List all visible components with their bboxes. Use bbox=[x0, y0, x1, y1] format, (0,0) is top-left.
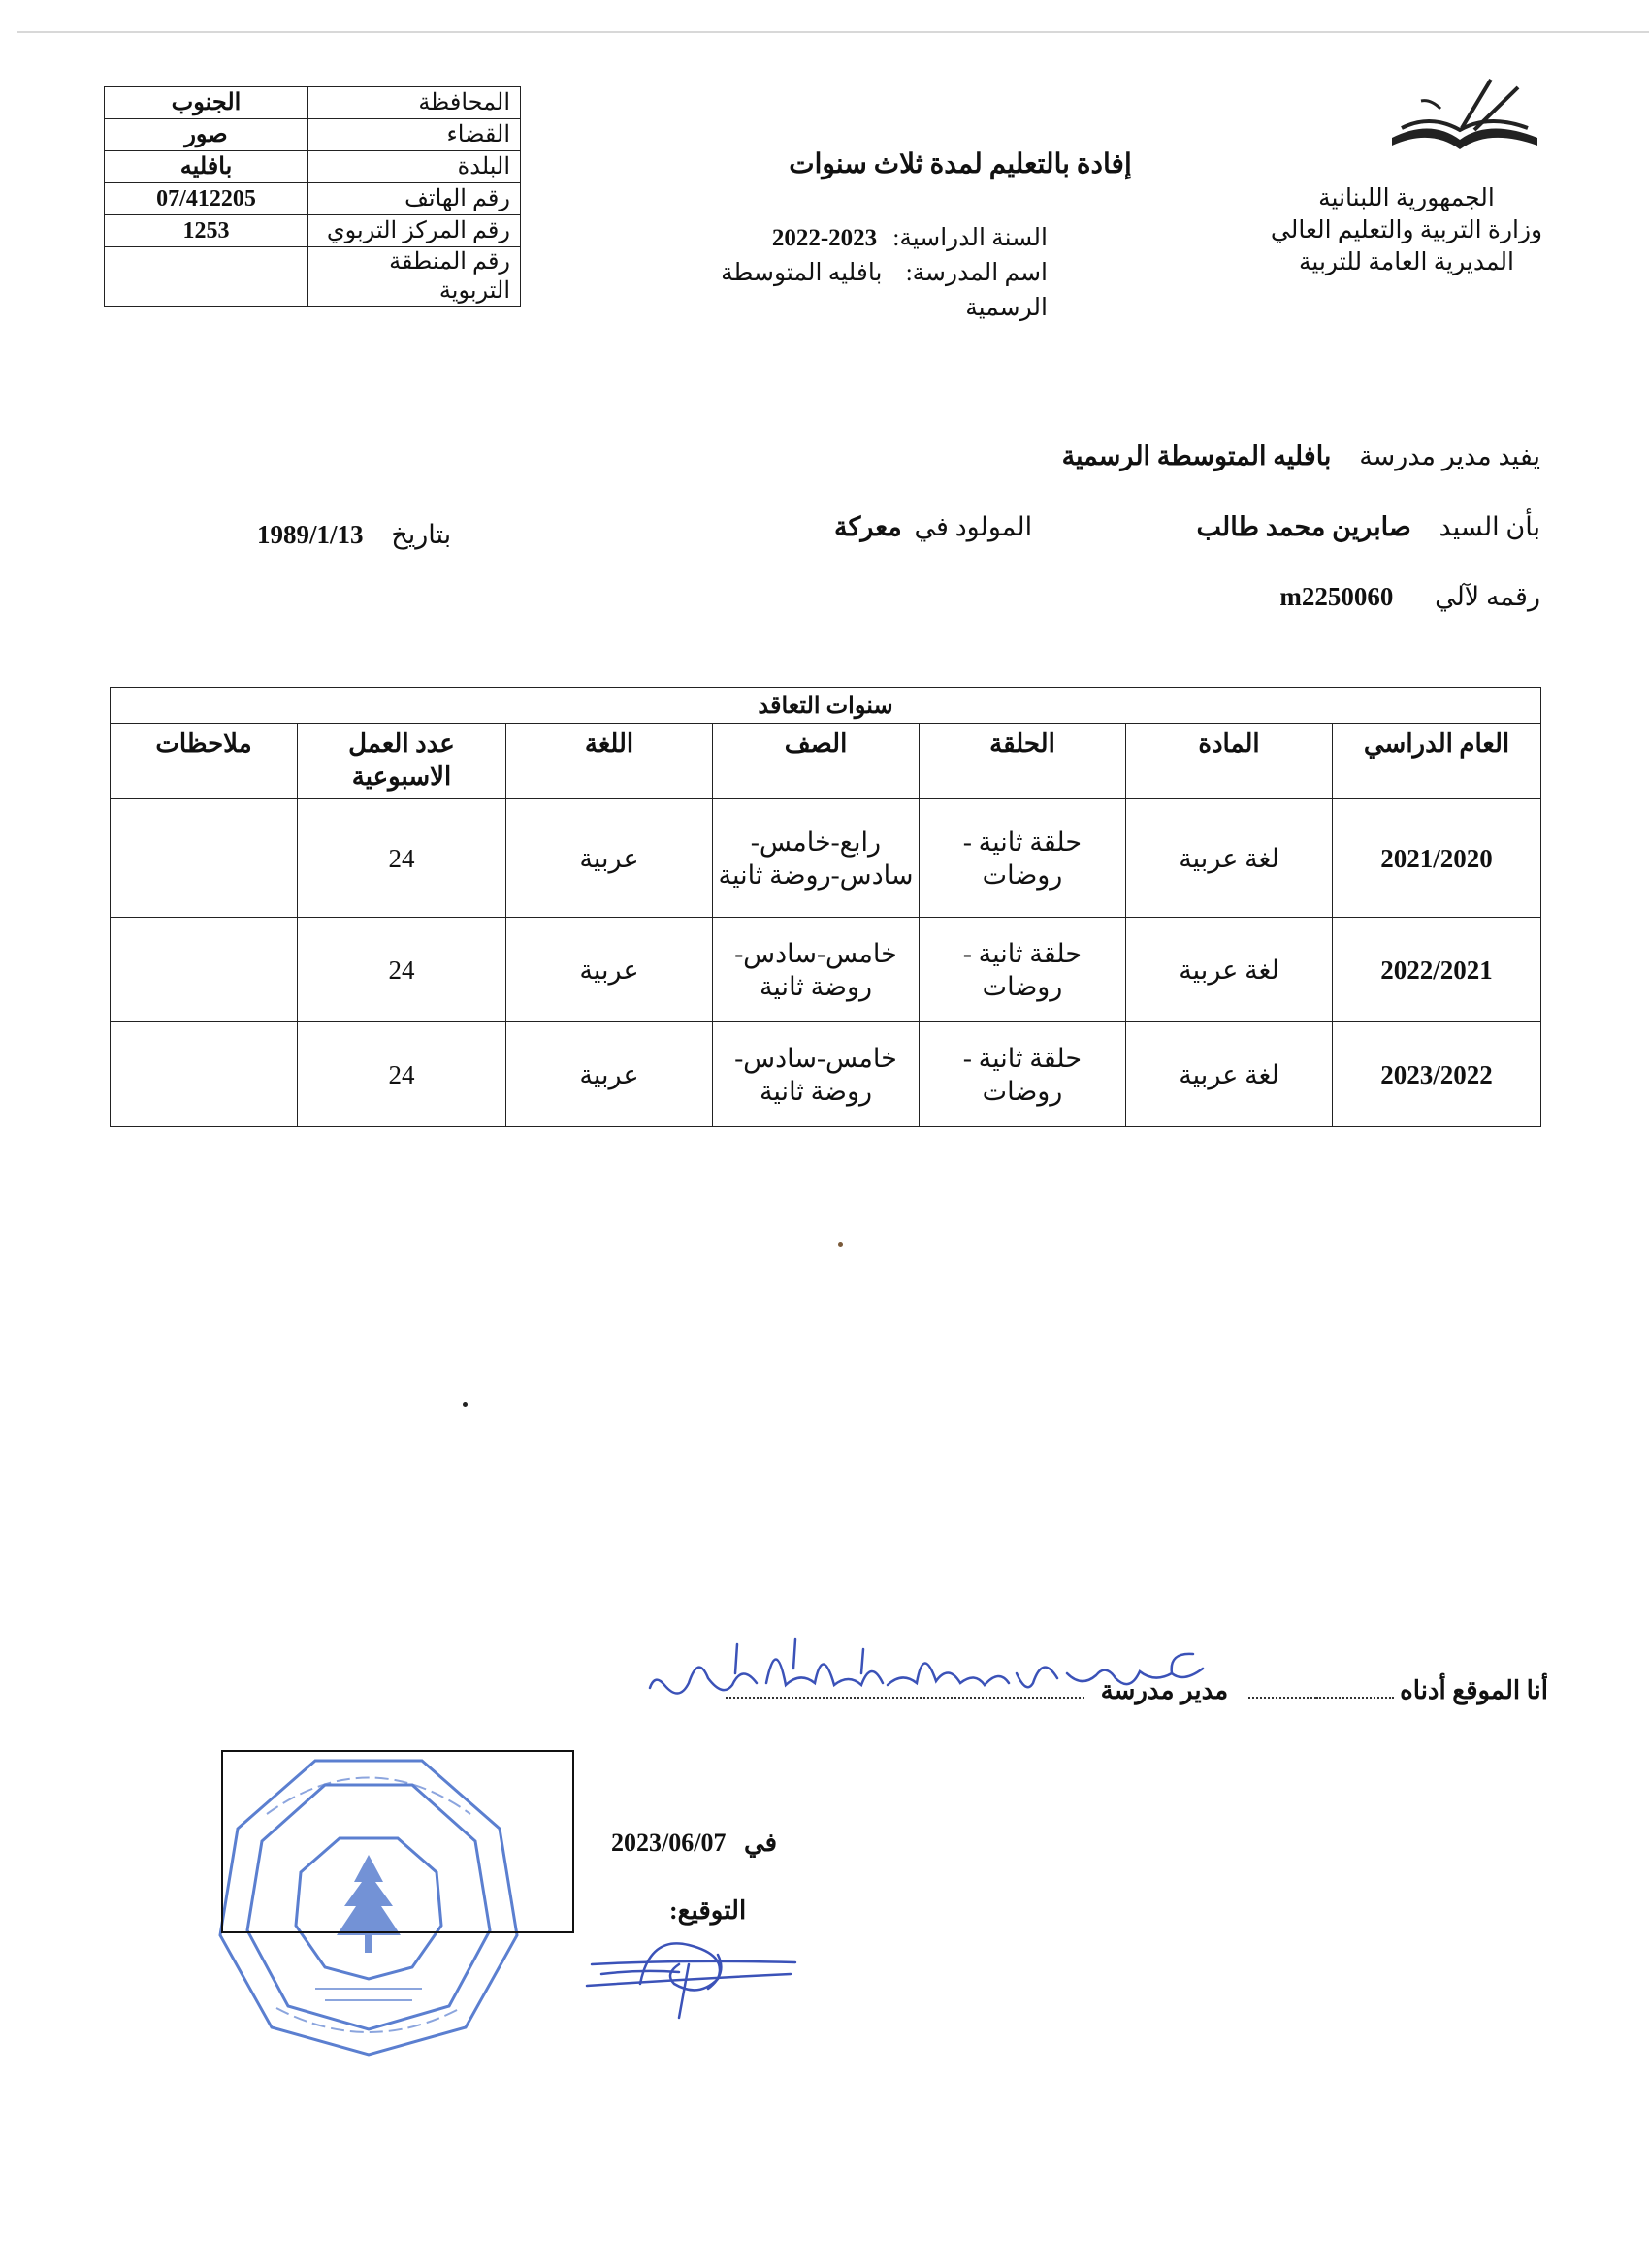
table-row: رقم المنطقة التربوية bbox=[105, 247, 521, 307]
school-name-label: اسم المدرسة: bbox=[905, 260, 1048, 286]
school-year-line bbox=[660, 221, 1048, 256]
scan-speck bbox=[463, 1402, 468, 1407]
undersigned-label: أنا الموقع أدناه bbox=[1400, 1676, 1548, 1704]
ministry-book-logo-icon bbox=[1382, 70, 1547, 167]
table-row: 2021/2020 لغة عربية حلقة ثانية - روضات رابع-خامس-سادس-روضة ثانية عربية 24 bbox=[111, 799, 1541, 918]
stamp-frame bbox=[221, 1750, 574, 1933]
scan-speck bbox=[838, 1242, 843, 1247]
school-name-value: بافليه المتوسطة الرسمية bbox=[721, 260, 1048, 321]
table-row: 2022/2021 لغة عربية حلقة ثانية - روضات خامس-سادس-روضة ثانية عربية 24 bbox=[111, 918, 1541, 1022]
col-header-subject: المادة bbox=[1126, 724, 1333, 799]
col-header-grade: الصف bbox=[713, 724, 920, 799]
contract-years-table bbox=[110, 687, 1541, 1127]
school-name-line bbox=[660, 256, 1048, 326]
school-year-value: 2023-2022 bbox=[771, 225, 878, 251]
body-school-name: بافليه المتوسطة الرسمية bbox=[1061, 441, 1332, 470]
school-year-label: السنة الدراسية: bbox=[892, 225, 1048, 251]
issue-date-value: 2023/06/07 bbox=[611, 1829, 727, 1857]
school-info-table bbox=[104, 86, 521, 307]
director-name-field bbox=[1316, 1697, 1394, 1699]
col-header-cycle: الحلقة bbox=[920, 724, 1126, 799]
signature-scribble-icon bbox=[582, 1926, 805, 2023]
table-row: رقم الهاتف 07/412205 bbox=[105, 183, 521, 215]
signature-label: التوقيع: bbox=[669, 1896, 747, 1925]
handwritten-names-icon bbox=[640, 1625, 1222, 1736]
table-row: البلدة بافليه bbox=[105, 151, 521, 183]
col-header-hours: عدد العمل الاسبوعية bbox=[298, 724, 506, 799]
col-header-year: العام الدراسي bbox=[1333, 724, 1541, 799]
republic-label: الجمهورية اللبنانية bbox=[1318, 185, 1495, 211]
person-name: صابرين محمد طالب bbox=[1196, 512, 1411, 541]
id-number-line: رقمه لآلي m2250060 bbox=[1279, 582, 1540, 611]
table-row: 2023/2022 لغة عربية حلقة ثانية - روضات خامس-سادس-روضة ثانية عربية 24 bbox=[111, 1022, 1541, 1127]
table-row: المحافظة الجنوب bbox=[105, 87, 521, 119]
birthdate-line: بتاريخ 1989/1/13 bbox=[257, 520, 452, 549]
birthdate-value: 1989/1/13 bbox=[257, 520, 364, 549]
person-name-line: بأن السيد صابرين محمد طالب bbox=[1196, 512, 1540, 541]
col-header-notes: ملاحظات bbox=[111, 724, 298, 799]
issue-date-prefix: في bbox=[743, 1829, 778, 1857]
col-header-language: اللغة bbox=[506, 724, 713, 799]
table-caption: سنوات التعاقد bbox=[111, 688, 1541, 724]
id-number-value: m2250060 bbox=[1279, 582, 1394, 611]
birthplace-value: معركة bbox=[834, 512, 902, 541]
ministry-label: وزارة التربية والتعليم العالي bbox=[1270, 217, 1543, 243]
birthplace-line: المولود في معركة bbox=[834, 512, 1033, 541]
scan-edge-line bbox=[17, 31, 1649, 33]
table-header-row bbox=[111, 724, 1541, 799]
table-row: القضاء صور bbox=[105, 119, 521, 151]
director-of-school-label: مدير مدرسة bbox=[1100, 1676, 1229, 1704]
issue-date-line bbox=[611, 1829, 777, 1858]
directorate-label: المديرية العامة للتربية bbox=[1299, 249, 1514, 275]
body-line-1: يفيد مدير مدرسة بافليه المتوسطة الرسمية bbox=[1061, 441, 1540, 470]
document-title: إفادة بالتعليم لمدة ثلاث سنوات bbox=[789, 149, 1132, 179]
table-row: رقم المركز التربوي 1253 bbox=[105, 215, 521, 247]
